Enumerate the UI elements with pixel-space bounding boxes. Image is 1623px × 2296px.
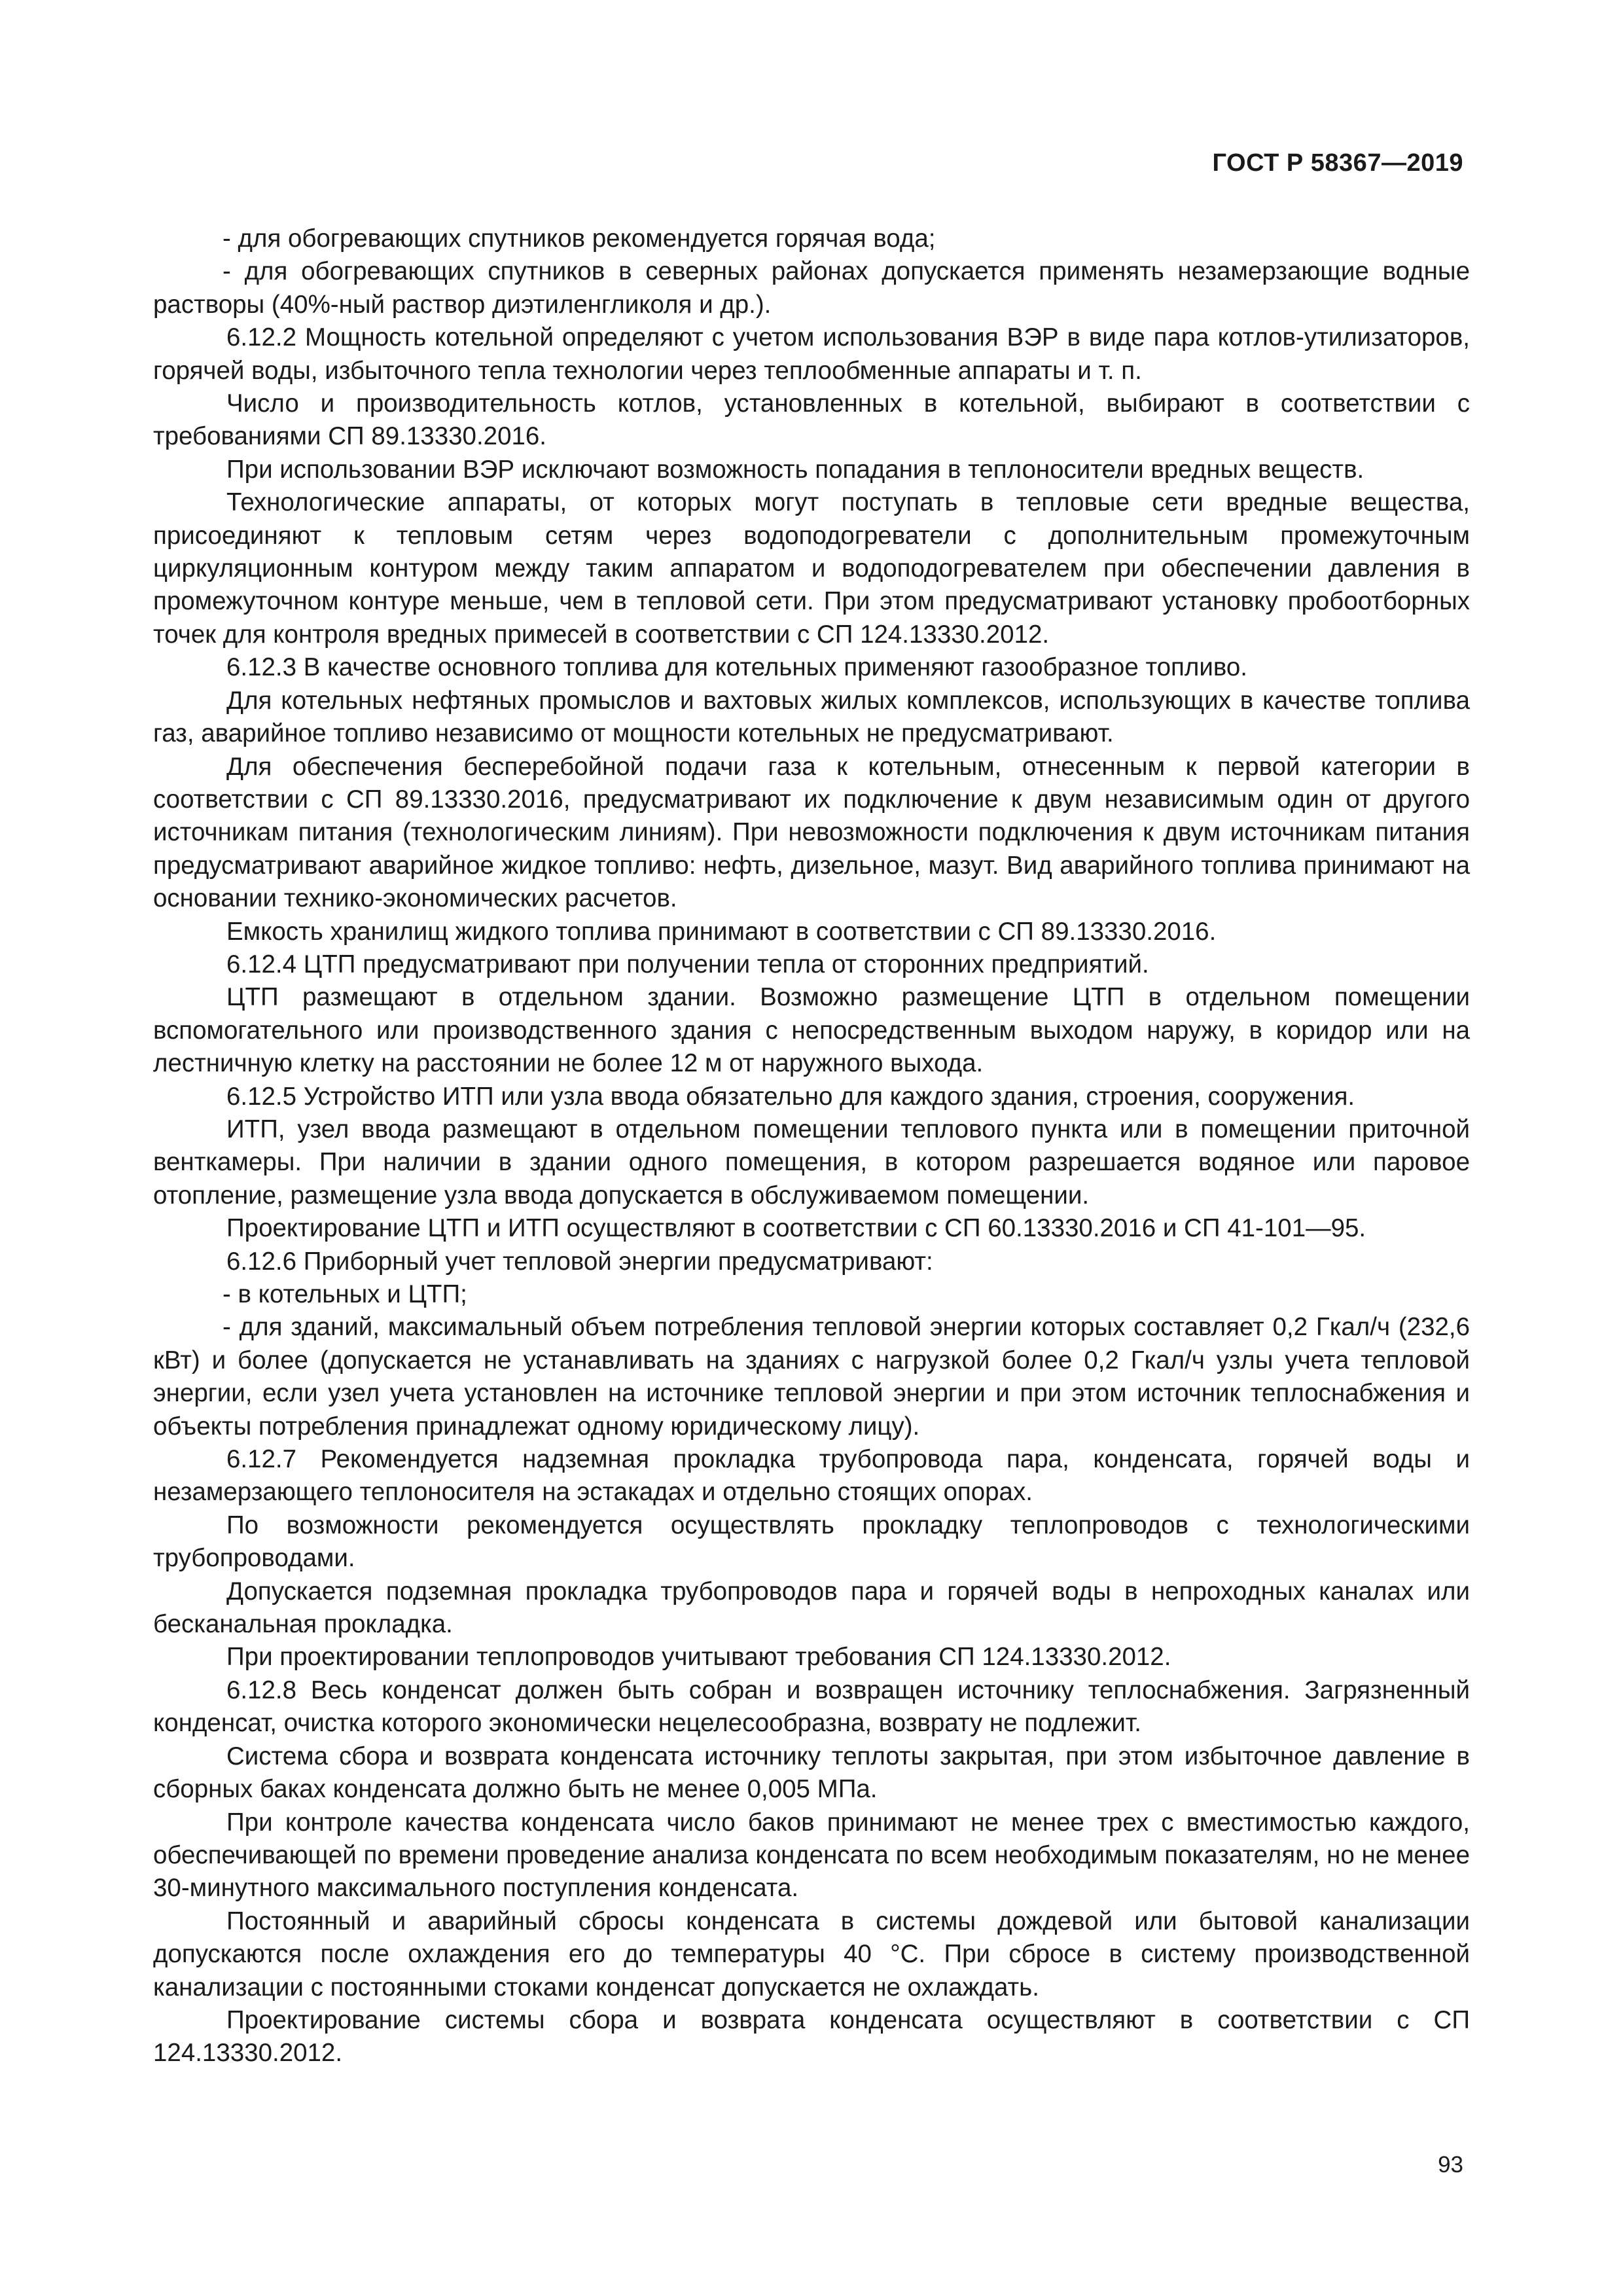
clause-paragraph: 6.12.4 ЦТП предусматривают при получении тепла от сторонних предприятий. xyxy=(226,950,1149,978)
list-item-dash: - для зданий, максимальный объем потребления тепловой энергии которых составляет 0,2 Гкал/ч (232,6 кВт) и более (допускается не устанавливать на зданиях с нагрузкой более 0,2 Гкал/ч узлы учета тепловой энергии, если узел учета установлен на источнике тепловой энергии и при этом источник теплоснабжения и объекты потребления принадлежат одному юридическому лицу). xyxy=(153,1313,1470,1441)
clause-paragraph: 6.12.8 Весь конденсат должен быть собран и возвращен источнику теплоснабжения. Загрязненный конденсат, очистка которого экономически нецелесообразна, возврату не подлежит. xyxy=(153,1676,1470,1738)
clause-paragraph: 6.12.5 Устройство ИТП или узла ввода обязательно для каждого здания, строения, сооружения. xyxy=(226,1082,1355,1111)
body-paragraph: Проектирование ЦТП и ИТП осуществляют в соответствии с СП 60.13330.2016 и СП 41-101—95. xyxy=(226,1214,1366,1243)
body-paragraph: Проектирование системы сбора и возврата конденсата осуществляют в соответствии с СП 124.13330.2012. xyxy=(153,2005,1470,2068)
body-paragraph: При использовании ВЭР исключают возможность попадания в теплоносители вредных веществ. xyxy=(226,455,1364,484)
clause-paragraph: 6.12.3 В качестве основного топлива для котельных применяют газообразное топливо. xyxy=(226,653,1248,682)
list-item-dash: - для обогревающих спутников рекомендуется горячая вода; xyxy=(223,224,936,253)
body-paragraph: Емкость хранилищ жидкого топлива принимают в соответствии с СП 89.13330.2016. xyxy=(226,917,1217,946)
body-paragraph: ИТП, узел ввода размещают в отдельном помещении теплового пункта или в помещении приточной венткамеры. При наличии в здании одного помещения, в котором разрешается водяное или паровое отопление, размещение узла ввода допускается в обслуживаемом помещении. xyxy=(153,1115,1470,1210)
list-item-dash: - в котельных и ЦТП; xyxy=(223,1280,467,1308)
clause-paragraph: 6.12.7 Рекомендуется надземная прокладка трубопровода пара, конденсата, горячей воды и незамерзающего теплоносителя на эстакадах и отдельно стоящих опорах. xyxy=(153,1445,1470,1507)
body-paragraph: Число и производительность котлов, установленных в котельной, выбирают в соответствии с требованиями СП 89.13330.2016. xyxy=(153,389,1470,451)
document-body xyxy=(153,223,1470,2070)
body-paragraph: ЦТП размещают в отдельном здании. Возможно размещение ЦТП в отдельном помещении вспомогательного или производственного здания с непосредственным выходом наружу, в коридор или на лестничную клетку на расстоянии не более 12 м от наружного выхода. xyxy=(153,983,1470,1078)
body-paragraph: При проектировании теплопроводов учитывают требования СП 124.13330.2012. xyxy=(226,1643,1171,1672)
body-paragraph: Допускается подземная прокладка трубопроводов пара и горячей воды в непроходных каналах или бесканальная прокладка. xyxy=(153,1577,1470,1639)
list-item-dash: - для обогревающих спутников в северных районах допускается применять незамерзающие водные растворы (40%-ный раствор диэтиленгликоля и др.). xyxy=(153,257,1470,319)
body-paragraph: Для котельных нефтяных промыслов и вахтовых жилых комплексов, использующих в качестве топлива газ, аварийное топливо независимо от мощности котельных не предусматривают. xyxy=(153,686,1470,748)
body-paragraph: Технологические аппараты, от которых могут поступать в тепловые сети вредные вещества, присоединяют к тепловым сетям через водоподогреватели с дополнительным промежуточным циркуляционным контуром между таким аппаратом и водоподогревателем при обеспечении давления в промежуточном контуре меньше, чем в тепловой сети. При этом предусматривают установку пробоотборных точек для контроля вредных примесей в соответствии с СП 124.13330.2012. xyxy=(153,488,1470,649)
clause-paragraph: 6.12.2 Мощность котельной определяют с учетом использования ВЭР в виде пара котлов-утилизаторов, горячей воды, избыточного тепла технологии через теплообменные аппараты и т. п. xyxy=(153,323,1470,385)
clause-paragraph: 6.12.6 Приборный учет тепловой энергии предусматривают: xyxy=(226,1247,933,1276)
body-paragraph: Система сбора и возврата конденсата источнику теплоты закрытая, при этом избыточное давление в сборных баках конденсата должно быть не менее 0,005 МПа. xyxy=(153,1742,1470,1804)
document-standard-header: ГОСТ Р 58367—2019 xyxy=(1212,149,1463,177)
body-paragraph: При контроле качества конденсата число баков принимают не менее трех с вместимостью каждого, обеспечивающей по времени проведение анализа конденсата по всем необходимым показателям, но не менее 30-минутного максимального поступления конденсата. xyxy=(153,1808,1470,1903)
body-paragraph: По возможности рекомендуется осуществлять прокладку теплопроводов с технологическими трубопроводами. xyxy=(153,1511,1470,1573)
body-paragraph: Для обеспечения бесперебойной подачи газа к котельным, отнесенным к первой категории в соответствии с СП 89.13330.2016, предусматривают их подключение к двум независимым один от другого источникам питания (технологическим линиям). При невозможности подключения к двум источникам питания предусматривают аварийное жидкое топливо: нефть, дизельное, мазут. Вид аварийного топлива принимают на основании технико-экономических расчетов. xyxy=(153,752,1470,913)
page-number: 93 xyxy=(1438,2152,1463,2178)
body-paragraph: Постоянный и аварийный сбросы конденсата в системы дождевой или бытовой канализации допускаются после охлаждения его до температуры 40 °C. При сбросе в систему производственной канализации с постоянными стоками конденсат допускается не охлаждать. xyxy=(153,1907,1470,2001)
